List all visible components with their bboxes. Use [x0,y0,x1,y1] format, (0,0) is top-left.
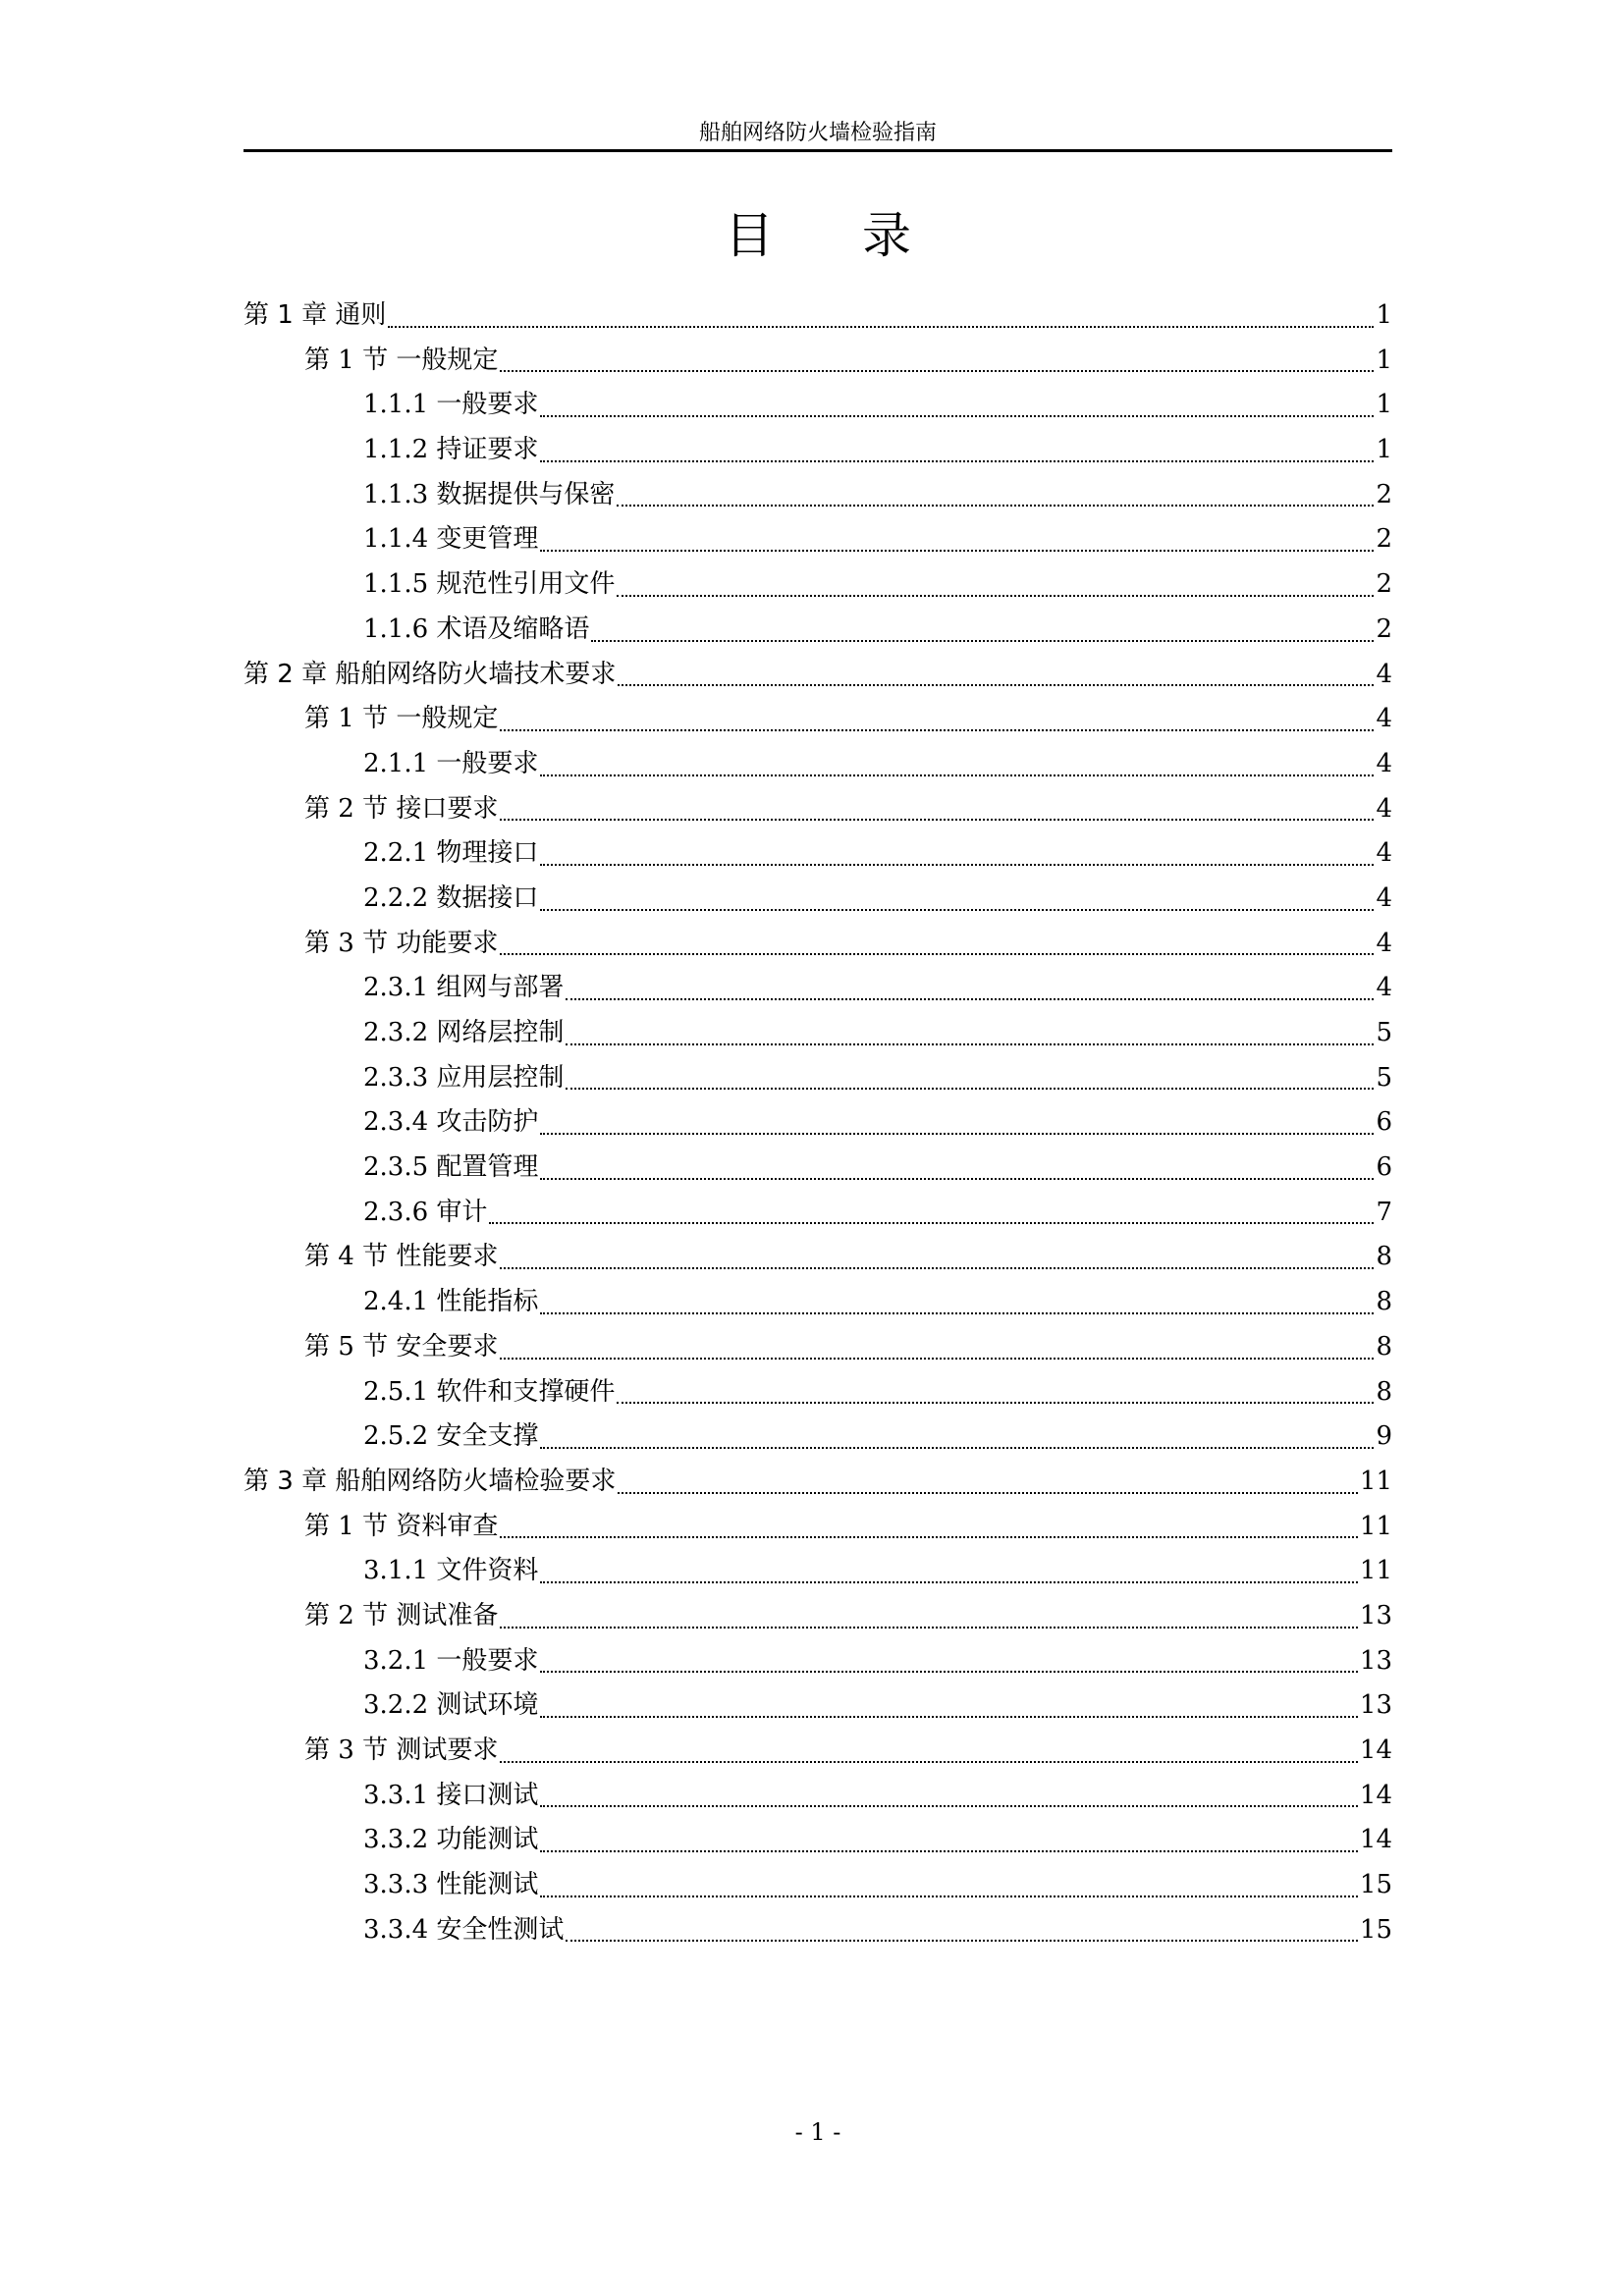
toc-entry-page: 14 [1359,1825,1392,1855]
toc-entry-page: 13 [1359,1645,1392,1676]
toc-entry[interactable] [244,698,1392,743]
dot-leader [500,818,1374,821]
toc-entry-label: 3.1.1 文件资料 [363,1556,539,1586]
toc-entry[interactable] [244,1192,1392,1237]
toc-entry[interactable] [244,1057,1392,1102]
dot-leader [500,728,1374,731]
toc-entry-page: 2 [1376,479,1392,509]
dot-leader [500,1760,1358,1763]
dot-leader [566,1042,1374,1045]
toc-entry-page: 6 [1376,1107,1392,1138]
dot-leader [540,549,1374,552]
toc-entry[interactable] [244,1236,1392,1281]
dot-leader [618,683,1374,686]
toc-entry-label: 1.1.2 持证要求 [363,435,539,465]
toc-entry[interactable] [244,1595,1392,1640]
toc-entry[interactable] [244,1506,1392,1551]
toc-entry-label: 3.2.2 测试环境 [363,1690,539,1721]
toc-entry-label: 第 2 章 船舶网络防火墙技术要求 [244,659,617,689]
toc-entry[interactable] [244,1326,1392,1371]
dot-leader [566,1087,1374,1090]
toc-entry[interactable] [244,1775,1392,1820]
toc-entry-page: 13 [1359,1600,1392,1630]
toc-entry[interactable] [244,1684,1392,1730]
toc-entry-label: 第 1 节 资料审查 [304,1511,499,1541]
dot-leader [540,1895,1357,1897]
toc-entry[interactable] [244,743,1392,788]
toc-entry[interactable] [244,967,1392,1012]
toc-entry-label: 第 2 节 测试准备 [304,1600,499,1630]
toc-entry[interactable] [244,429,1392,474]
dot-leader [540,1670,1357,1673]
toc-entry-label: 第 3 章 船舶网络防火墙检验要求 [244,1466,617,1496]
dot-leader [500,1535,1358,1538]
table-of-contents [244,294,1392,1953]
toc-entry-page: 4 [1376,928,1392,958]
toc-entry-label: 2.3.4 攻击防护 [363,1107,539,1138]
toc-entry-label: 3.3.4 安全性测试 [363,1914,565,1945]
dot-leader [540,908,1374,911]
toc-entry-page: 7 [1376,1197,1392,1227]
dot-leader [617,504,1374,507]
dot-leader [500,952,1374,955]
toc-entry-page: 6 [1376,1152,1392,1183]
toc-entry-label: 第 3 节 功能要求 [304,928,499,958]
toc-entry[interactable] [244,1101,1392,1147]
toc-entry-page: 1 [1376,300,1392,330]
toc-entry-label: 1.1.5 规范性引用文件 [363,569,616,600]
toc-entry-page: 4 [1376,748,1392,778]
toc-entry-page: 13 [1359,1690,1392,1721]
toc-entry-page: 4 [1376,838,1392,869]
dot-leader [500,1266,1374,1269]
dot-leader [540,863,1374,866]
toc-title: 目录 [725,207,1000,264]
toc-entry-label: 2.2.2 数据接口 [363,882,539,913]
toc-entry-label: 2.3.5 配置管理 [363,1152,539,1183]
toc-entry[interactable] [244,474,1392,519]
toc-entry-label: 2.4.1 性能指标 [363,1287,539,1317]
toc-entry-page: 15 [1359,1914,1392,1945]
toc-entry-label: 1.1.1 一般要求 [363,390,539,420]
toc-entry[interactable] [244,832,1392,878]
toc-entry-label: 2.5.2 安全支撑 [363,1421,539,1452]
toc-entry-page: 1 [1376,390,1392,420]
toc-entry-label: 1.1.6 术语及缩略语 [363,614,590,644]
toc-entry-page: 4 [1376,659,1392,689]
toc-entry-label: 第 3 节 测试要求 [304,1735,499,1765]
dot-leader [540,1446,1374,1449]
toc-entry[interactable] [244,1909,1392,1954]
dot-leader [540,1132,1374,1135]
toc-entry-label: 3.2.1 一般要求 [363,1645,539,1676]
toc-entry-label: 1.1.3 数据提供与保密 [363,479,616,509]
toc-entry-page: 14 [1359,1735,1392,1765]
toc-entry-page: 2 [1376,524,1392,555]
dot-leader [540,1311,1374,1314]
toc-entry-page: 4 [1376,704,1392,734]
toc-entry-label: 2.3.6 审计 [363,1197,488,1227]
dot-leader [500,1357,1374,1360]
toc-entry-label: 2.3.1 组网与部署 [363,973,565,1003]
toc-entry[interactable] [244,1012,1392,1057]
toc-entry-label: 第 2 节 接口要求 [304,793,499,824]
toc-entry-page: 4 [1376,882,1392,913]
toc-entry[interactable] [244,340,1392,385]
toc-entry-page: 11 [1359,1511,1392,1541]
dot-leader [566,1939,1357,1942]
toc-entry-page: 4 [1376,973,1392,1003]
dot-leader [540,1849,1357,1852]
toc-entry[interactable] [244,518,1392,563]
toc-entry[interactable] [244,654,1392,699]
dot-leader [540,774,1374,776]
toc-entry-label: 第 1 节 一般规定 [304,704,499,734]
dot-leader [540,1804,1357,1807]
page-number: - 1 - [794,2118,841,2146]
toc-entry-label: 3.3.3 性能测试 [363,1870,539,1900]
dot-leader [489,1221,1374,1224]
toc-entry-page: 9 [1376,1421,1392,1452]
dot-leader [500,1626,1358,1629]
toc-entry[interactable] [244,878,1392,923]
toc-entry[interactable] [244,1147,1392,1192]
toc-entry-label: 2.1.1 一般要求 [363,748,539,778]
toc-entry-page: 4 [1376,793,1392,824]
toc-entry-label: 第 1 节 一般规定 [304,345,499,375]
toc-entry-label: 2.3.2 网络层控制 [363,1018,565,1047]
dot-leader [540,414,1374,417]
toc-entry-page: 2 [1376,614,1392,644]
toc-entry[interactable] [244,923,1392,968]
toc-entry-label: 第 5 节 安全要求 [304,1331,499,1362]
dot-leader [617,1401,1374,1404]
toc-entry[interactable] [244,1730,1392,1775]
toc-entry-page: 1 [1376,435,1392,465]
toc-entry[interactable] [244,1819,1392,1864]
toc-entry[interactable] [244,1864,1392,1909]
toc-entry[interactable] [244,563,1392,609]
toc-entry-page: 11 [1359,1466,1392,1496]
toc-entry[interactable] [244,788,1392,833]
toc-entry-label: 2.2.1 物理接口 [363,838,539,869]
dot-leader [540,1177,1374,1180]
toc-entry[interactable] [244,294,1392,340]
toc-entry[interactable] [244,1371,1392,1416]
toc-entry[interactable] [244,1415,1392,1461]
toc-entry[interactable] [244,609,1392,654]
toc-entry-label: 2.5.1 软件和支撑硬件 [363,1376,616,1407]
toc-entry-page: 15 [1359,1870,1392,1900]
toc-entry-page: 5 [1376,1018,1392,1047]
dot-leader [566,997,1374,1000]
toc-entry-page: 8 [1376,1376,1392,1407]
toc-entry-label: 3.3.2 功能测试 [363,1825,539,1855]
toc-entry-page: 2 [1376,569,1392,600]
toc-entry-page: 8 [1376,1287,1392,1317]
toc-entry-label: 2.3.3 应用层控制 [363,1062,565,1093]
toc-entry-label: 第 4 节 性能要求 [304,1242,499,1272]
dot-leader [591,639,1374,642]
toc-entry-page: 5 [1376,1062,1392,1093]
dot-leader [500,369,1374,372]
dot-leader [540,1715,1357,1718]
dot-leader [540,459,1374,462]
toc-entry[interactable] [244,1640,1392,1685]
toc-entry-label: 第 1 章 通则 [244,300,387,330]
toc-entry[interactable] [244,1550,1392,1595]
toc-entry-page: 8 [1376,1242,1392,1272]
toc-entry-page: 11 [1359,1556,1392,1586]
toc-entry[interactable] [244,384,1392,429]
dot-leader [388,325,1374,328]
toc-entry-label: 1.1.4 变更管理 [363,524,539,555]
toc-entry-page: 14 [1359,1780,1392,1810]
dot-leader [617,594,1374,597]
running-header: 船舶网络防火墙检验指南 [698,121,937,145]
dot-leader [540,1580,1357,1583]
dot-leader [618,1491,1358,1494]
toc-entry[interactable] [244,1281,1392,1326]
toc-entry[interactable] [244,1461,1392,1506]
toc-entry-page: 1 [1376,345,1392,375]
toc-entry-page: 8 [1376,1331,1392,1362]
header-rule [244,149,1392,152]
toc-entry-label: 3.3.1 接口测试 [363,1780,539,1810]
